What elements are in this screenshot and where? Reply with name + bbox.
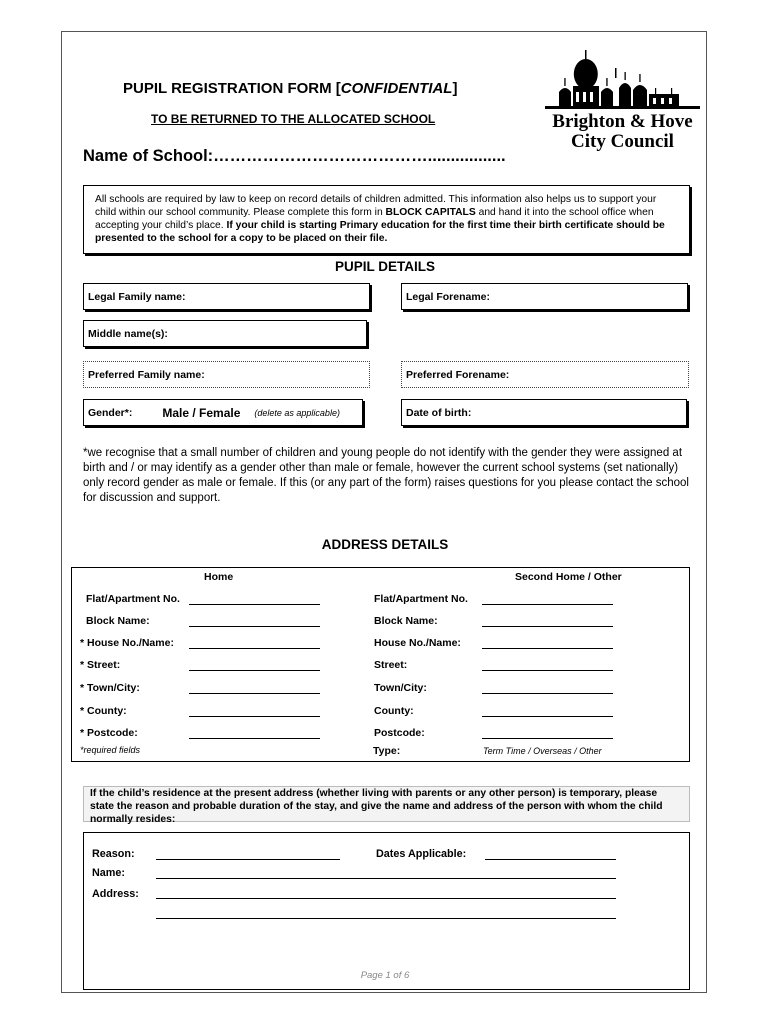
home-field-line[interactable]	[189, 716, 320, 717]
home-field-label: * Street:	[80, 659, 121, 671]
home-field-label: * House No./Name:	[80, 637, 174, 649]
home-field-label: * Town/City:	[80, 682, 140, 694]
logo-text-line1: Brighton & Hove	[552, 111, 693, 132]
logo-text-line2: City Council	[571, 131, 674, 152]
dates-applicable-line[interactable]	[485, 859, 616, 860]
home-field-label: Flat/Apartment No.	[86, 593, 180, 605]
second-home-field-line[interactable]	[482, 738, 613, 739]
second-home-field-line[interactable]	[482, 626, 613, 627]
type-options[interactable]: Term Time / Overseas / Other	[483, 746, 602, 756]
legal-family-name-field[interactable]: Legal Family name:	[83, 283, 370, 310]
address-label: Address:	[92, 888, 139, 900]
gender-note-paragraph: *we recognise that a small number of children and young people do not identify with the gender they were assigned at birth and / or may identify as a gender other than male or female, however the current school systems (set nationally) only record gender as male or female. If this (or any part of the form) raises questions for you please contact the school for discussion and support.	[83, 447, 689, 504]
pupil-details-heading: PUPIL DETAILS	[334, 259, 435, 274]
second-home-field-label: County:	[374, 705, 414, 717]
required-fields-note: *required fields	[80, 745, 141, 755]
second-home-field-line[interactable]	[482, 716, 613, 717]
school-name-field[interactable]: Name of School:………………………………….................	[83, 147, 506, 165]
info-box: All schools are required by law to keep on record details of children admitted. This information also helps us to support your child within our school community. Please complete this form in BLOCK CAPITALS and hand it into the school office when accepting your child’s place. If your child is starting Primary education for the first time their birth certificate should be presented to the school for a copy to be placed on their file.	[83, 185, 690, 254]
second-home-heading: Second Home / Other	[515, 571, 622, 583]
legal-forename-field[interactable]: Legal Forename:	[401, 283, 688, 310]
home-field-line[interactable]	[189, 693, 320, 694]
preferred-family-name-field[interactable]: Preferred Family name:	[83, 361, 370, 388]
second-home-field-line[interactable]	[482, 604, 613, 605]
second-home-field-label: Block Name:	[374, 615, 438, 627]
gender-delete-note: (delete as applicable)	[254, 407, 340, 418]
date-of-birth-field[interactable]: Date of birth:	[401, 399, 687, 426]
middle-names-field[interactable]: Middle name(s):	[83, 320, 367, 347]
home-field-line[interactable]	[189, 604, 320, 605]
second-home-field-line[interactable]	[482, 693, 613, 694]
home-field-line[interactable]	[189, 670, 320, 671]
temporary-residence-notice: If the child’s residence at the present address (whether living with parents or any other person) is temporary, please state the reason and probable duration of the stay, and give the name and address of the person with whom the child normally resides:	[83, 786, 690, 822]
second-home-field-line[interactable]	[482, 648, 613, 649]
council-logo	[545, 48, 700, 154]
reason-line[interactable]	[156, 859, 340, 860]
name-label: Name:	[92, 867, 126, 879]
home-field-label: * County:	[80, 705, 127, 717]
second-home-field-label: Postcode:	[374, 727, 425, 739]
type-label: Type:	[373, 745, 401, 757]
address-line-2[interactable]	[156, 918, 616, 919]
address-line-1[interactable]	[156, 898, 616, 899]
pavilion-icon	[545, 48, 700, 110]
home-field-line[interactable]	[189, 738, 320, 739]
home-field-label: Block Name:	[86, 615, 150, 627]
second-home-field-label: Town/City:	[374, 682, 427, 694]
second-home-field-label: House No./Name:	[374, 637, 461, 649]
home-field-line[interactable]	[189, 648, 320, 649]
name-line[interactable]	[156, 878, 616, 879]
gender-options[interactable]: Male / Female	[162, 405, 241, 420]
reason-label: Reason:	[92, 848, 135, 860]
address-details-heading: ADDRESS DETAILS	[321, 537, 449, 552]
page-number: Page 1 of 6	[360, 970, 410, 981]
gender-label: Gender*:	[88, 406, 133, 419]
dates-applicable-label: Dates Applicable:	[376, 848, 467, 860]
preferred-forename-field[interactable]: Preferred Forename:	[401, 361, 689, 388]
second-home-field-line[interactable]	[482, 670, 613, 671]
second-home-field-label: Street:	[374, 659, 408, 671]
form-subtitle: TO BE RETURNED TO THE ALLOCATED SCHOOL	[151, 112, 436, 126]
home-heading: Home	[204, 571, 234, 583]
home-field-label: * Postcode:	[80, 727, 138, 739]
second-home-field-label: Flat/Apartment No.	[374, 593, 468, 605]
gender-field[interactable]	[83, 399, 363, 426]
home-field-line[interactable]	[189, 626, 320, 627]
form-title: PUPIL REGISTRATION FORM [CONFIDENTIAL]	[123, 80, 458, 97]
